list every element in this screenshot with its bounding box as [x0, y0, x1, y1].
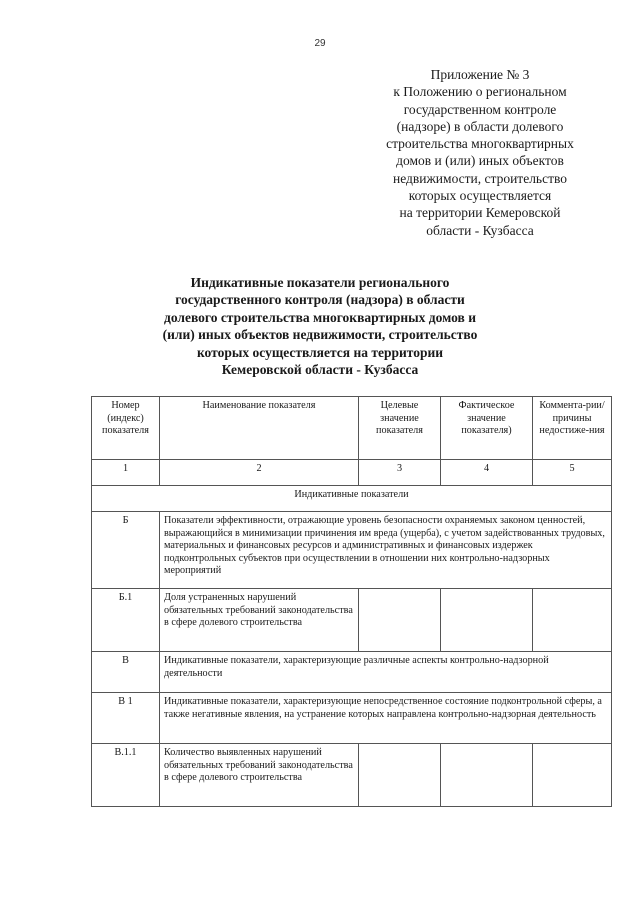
- row-index: Б: [92, 512, 160, 589]
- row-target: [359, 589, 441, 652]
- appendix-line: которых осуществляется: [408, 188, 552, 204]
- indicators-table: [91, 396, 612, 807]
- appendix-line: строительства многоквартирных: [386, 136, 574, 152]
- title-line: которых осуществляется на территории: [196, 344, 444, 360]
- row-target: [359, 744, 441, 807]
- table-row: [92, 744, 612, 807]
- table-row: [92, 512, 612, 589]
- header-actual: Фактическое значение показателя): [441, 397, 533, 460]
- column-number: 4: [441, 460, 533, 486]
- header-comment: Коммента-рии/ причины недостиже-ния: [533, 397, 612, 460]
- title-line: государственного контроля (надзора) в области: [175, 292, 465, 308]
- row-name: Количество выявленных нарушений обязательных требований законодательства в сфере долевого строительства: [160, 744, 359, 807]
- table-header-row: [92, 397, 612, 460]
- row-comment: [533, 744, 612, 807]
- row-text: Индикативные показатели, характеризующие непосредственное состояние подконтрольной сферы, а также негативные явления, на устранение которых направлена контрольно-надзорная деятельность: [160, 693, 612, 744]
- column-number: 5: [533, 460, 612, 486]
- title-line: Индикативные показатели регионального: [190, 275, 450, 290]
- row-actual: [441, 589, 533, 652]
- header-index: Номер (индекс) показателя: [92, 397, 160, 460]
- page-number: 29: [314, 38, 326, 49]
- row-index: Б.1: [92, 589, 160, 652]
- appendix-line: недвижимости, строительство: [392, 170, 568, 186]
- header-target: Целевые значение показателя: [359, 397, 441, 460]
- title-line: Кемеровской области - Кузбасса: [221, 362, 419, 378]
- title-line: долевого строительства многоквартирных домов и: [163, 309, 476, 325]
- row-index: В.1.1: [92, 744, 160, 807]
- table-row: [92, 589, 612, 652]
- table-row: [92, 652, 612, 693]
- appendix-block: [360, 66, 600, 239]
- row-text: Показатели эффективности, отражающие уровень безопасности охраняемых законом ценностей, выражающийся в минимизации причинения им вреда (ущерба), с учетом задействованных трудовых, материальных и финансовых ресурсов и административных и финансовых издержек подконтрольных субъектов при осуществлении в отношении них контрольно-надзорных мероприятий: [160, 512, 612, 589]
- title-line: (или) иных объектов недвижимости, строительство: [162, 327, 478, 343]
- appendix-line: домов и (или) иных объектов: [396, 153, 564, 169]
- row-text: Индикативные показатели, характеризующие различные аспекты контрольно-надзорной деятельности: [160, 652, 612, 693]
- appendix-line: области - Кузбасса: [426, 222, 534, 238]
- row-index: В 1: [92, 693, 160, 744]
- row-index: В: [92, 652, 160, 693]
- appendix-line: (надзоре) в области долевого: [396, 118, 564, 134]
- column-number: 2: [160, 460, 359, 486]
- column-number-row: [92, 460, 612, 486]
- appendix-line: государственном контроле: [403, 101, 557, 117]
- appendix-line: к Положению о региональном: [393, 84, 567, 100]
- column-number: 3: [359, 460, 441, 486]
- column-number: 1: [92, 460, 160, 486]
- section-title: Индикативные показатели: [92, 486, 612, 512]
- section-row: [92, 486, 612, 512]
- table-row: [92, 693, 612, 744]
- appendix-line: на территории Кемеровской: [399, 205, 561, 221]
- row-name: Доля устраненных нарушений обязательных требований законодательства в сфере долевого строительства: [160, 589, 359, 652]
- document-title: [120, 274, 520, 378]
- header-name: Наименование показателя: [160, 397, 359, 460]
- appendix-line: Приложение № 3: [430, 67, 530, 82]
- row-actual: [441, 744, 533, 807]
- row-comment: [533, 589, 612, 652]
